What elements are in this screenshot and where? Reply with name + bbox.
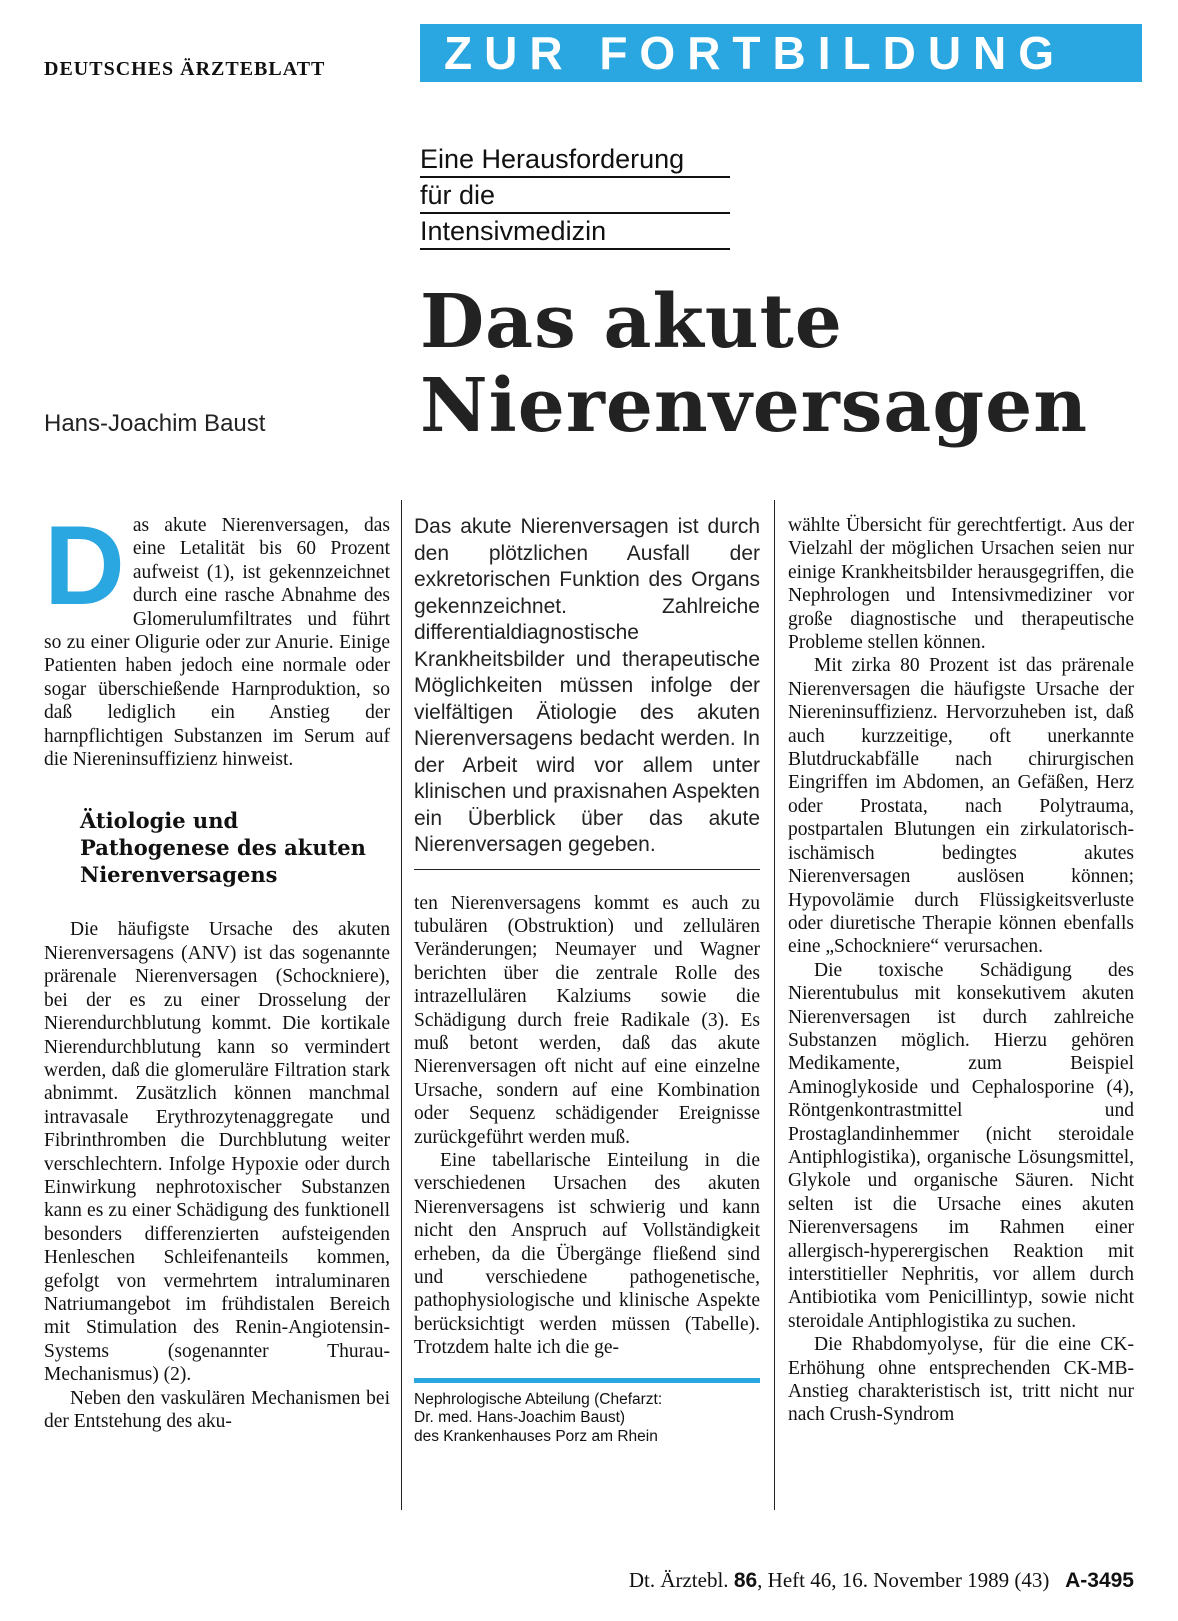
kicker-line-3: Intensivmedizin — [420, 214, 730, 250]
body-paragraph: Die toxische Schädigung des Nierentubulus mit konsekutivem akuten Nierenversagen ist durch zahlreiche Substanzen möglich. Hierzu gehören Medikamente, zum Beispiel Aminoglykoside und Cephalosporine (4), Röntgenkontrastmittel und Prostaglandinhemmer (nicht steroidale Antiphlogistika), organische Lösungsmittel, Glykole und organische Säuren. Nicht selten ist die Ursache eines akuten Nierenversagens im Rahmen einer allergisch-hyperergischen Reaktion mit interstitieller Nephritis, vor allem durch Antibiotika vom Penicillintyp, sowie nicht steroidale Antiphlogistika zu suchen. — [788, 959, 1134, 1332]
affiliation — [414, 1391, 760, 1447]
body-paragraph: Die Rhabdomyolyse, für die eine CK-Erhöhung ohne entsprechenden CK-MB-Anstieg charakteristisch ist, tritt nicht nur nach Crush-Syndrom — [788, 1334, 1134, 1426]
abstract: Das akute Nierenversagen ist durch den plötzlichen Ausfall der exkretorischen Funktion des Organs gekennzeichnet. Zahlreiche differentialdiagnostische Krankheitsbilder und therapeutische Möglichkeiten müssen infolge der vielfältigen Ätiologie des akuten Nierenversagens bedacht werden. In der Arbeit wird vor allem unter klinischen und praxisnahen Aspekten ein Überblick über das akute Nierenversagen gegeben. — [414, 515, 760, 856]
abstract-rule — [414, 869, 760, 870]
body-paragraph: wählte Übersicht für gerechtfertigt. Aus der Vielzahl der möglichen Ursachen seien nur einige Krankheitsbilder herausgegriffen, die Nephrologen und Intensivmediziner vor große diagnostische und therapeutische Probleme stellen können. — [788, 515, 1134, 654]
body-paragraph: Die häufigste Ursache des akuten Nierenversagens (ANV) ist das sogenannte prärenale Nierenversagen (Schockniere), bei der es zu einer Drosselung der Nierendurchblutung kommt. Die kortikale Nierendurchblutung kann so vermindert werden, daß die glomeruläre Filtration stark abnimmt. Zusätzlich können manchmal intravasale Erythrozytenaggregate und Fibrinthromben die Durchblutung weiter verschlechtern. Infolge Hypoxie oder durch Einwirkung nephrotoxischer Substanzen kann es zu einer Schädigung des funktionell besonders differenzierten aufsteigenden Henleschen Schleifenanteils kommen, gefolgt von vermehrtem intraluminaren Natriumangebot im frühdistalen Bereich mit Stimulation des Renin-Angiotensin-Systems (sogenannter Thurau-Mechanismus) (2). — [44, 919, 390, 1386]
intro-text: as akute Nierenversagen, das eine Letalität bis 60 Prozent aufweist (1), ist gekennzeichnet durch eine rasche Abnahme des Glomerulumfiltrates und führt so zu einer Oligurie oder zur Anurie. Einige Patienten haben jedoch eine normale oder sogar überschießende Harnproduktion, so daß lediglich ein Anstieg der harnpflichtigen Substanzen im Serum auf die Niereninsuffizienz hinweist. — [44, 515, 390, 771]
column-3 — [788, 514, 1134, 1427]
kicker-line-2: für die — [420, 178, 730, 214]
intro-paragraph — [44, 503, 390, 771]
page-number: A-3495 — [1065, 1569, 1134, 1592]
drop-cap: D — [44, 503, 125, 628]
issue-info: , Heft 46, 16. November 1989 (43) — [757, 1568, 1050, 1592]
body-paragraph: Mit zirka 80 Prozent ist das prärenale Nierenversagen die häufigste Ursache der Niereninsuffizienz. Hervorzuheben ist, daß auch kurzzeitige, oft unerkannte Blutdruckabfälle nach chirurgischen Eingriffen im Abdomen, an Gefäßen, Herz oder Prostata, nach Polytrauma, postpartalen Blutungen ein zirkulatorisch-ischämisch bedingtes akutes Nierenversagen auslösen können; Hypovolämie durch Flüssigkeitsverluste oder diuretische Therapie können ebenfalls eine „Schockniere“ verursachen. — [788, 655, 1134, 958]
column-divider-2 — [774, 500, 775, 1510]
column-2 — [414, 514, 760, 1446]
affiliation-line: Nephrologische Abteilung (Chefarzt: — [414, 1390, 663, 1408]
kicker — [420, 142, 730, 250]
masthead: DEUTSCHES ÄRZTEBLATT — [44, 58, 326, 80]
title-line-1: Das akute — [420, 279, 843, 365]
volume-number: 86 — [733, 1569, 758, 1592]
section-banner: ZUR FORTBILDUNG — [420, 24, 1142, 82]
section-heading: Ätiologie und Pathogenese des akuten Nierenversagens — [80, 808, 366, 888]
affiliation-line: Dr. med. Hans-Joachim Baust) — [414, 1409, 626, 1427]
column-divider-1 — [401, 500, 402, 1510]
body-paragraph: Neben den vaskulären Mechanismen bei der Entstehung des aku- — [44, 1387, 390, 1432]
affiliation-bar — [414, 1378, 760, 1383]
column-1 — [44, 503, 390, 1433]
author: Hans-Joachim Baust — [44, 410, 266, 437]
page-footer — [629, 1568, 1134, 1593]
body-paragraph: Eine tabellarische Einteilung in die verschiedenen Ursachen des akuten Nierenversagens ist schwierig und kann nicht den Anspruch auf Vollständigkeit erheben, da die Übergänge fließend sind und verschiedene pathogenetische, pathophysiologische und klinische Aspekte berücksichtigt werden müssen (Tabelle). Trotzdem halte ich die ge- — [414, 1149, 760, 1359]
journal-name: Dt. Ärztebl. — [628, 1568, 729, 1592]
kicker-line-1: Eine Herausforderung — [420, 142, 730, 178]
article-title — [420, 280, 1088, 448]
body-paragraph: ten Nierenversagens kommt es auch zu tubulären (Obstruktion) und zellulären Veränderungen; Neumayer und Wagner berichten über die zentrale Rolle des intrazellulären Kalziums sowie die Schädigung durch freie Radikale (3). Es muß betont werden, daß das akute Nierenversagen oft nicht auf eine einzelne Ursache, sondern auf eine Kombination oder Sequenz schädigender Ereignisse zurückgeführt werden muß. — [414, 892, 760, 1148]
affiliation-line: des Krankenhauses Porz am Rhein — [414, 1427, 658, 1445]
title-line-2: Nierenversagen — [420, 363, 1089, 449]
